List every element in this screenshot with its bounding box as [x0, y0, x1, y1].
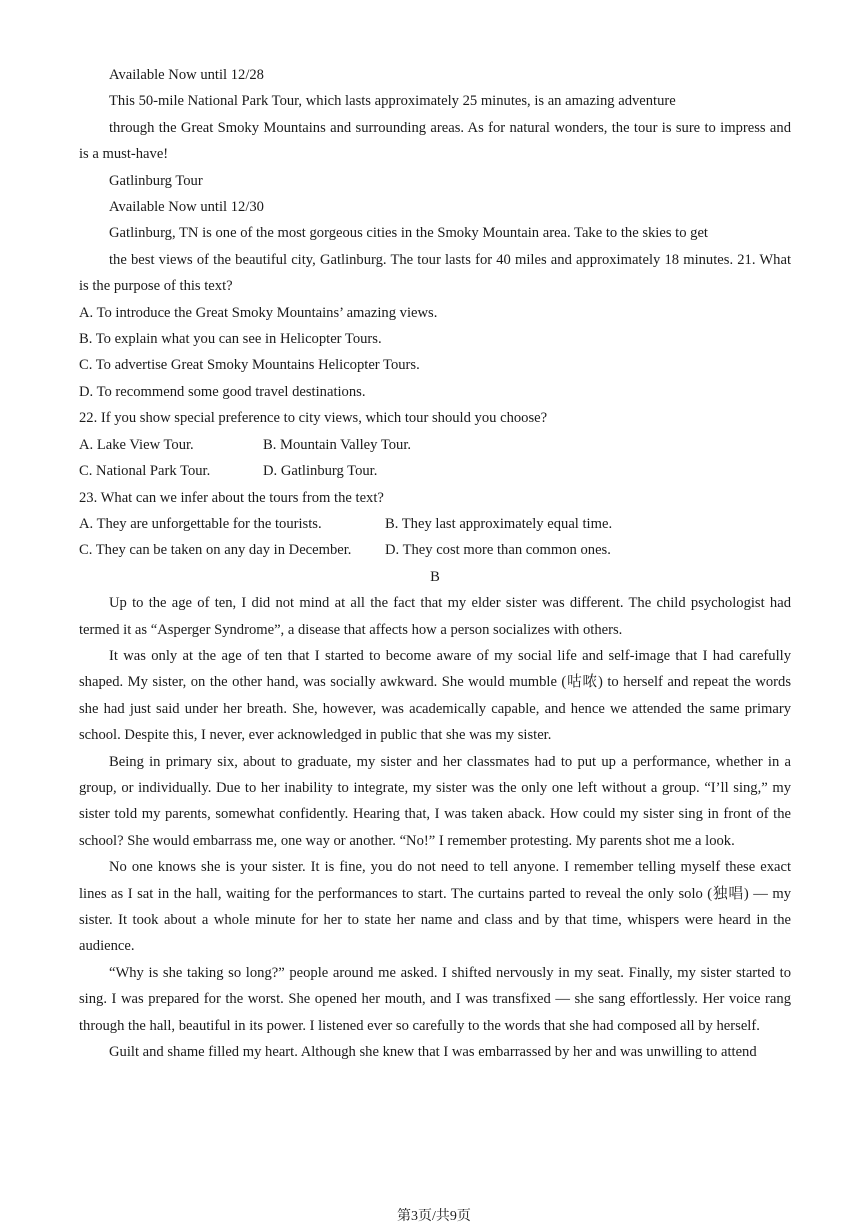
- passage-paragraph: No one knows she is your sister. It is fine, you do not need to tell anyone. I remember telling myself these exact lines as I sat in the hall, waiting for the performances to start. The curtains parted to reveal the only solo (独唱) — my sister. It took about a whole minute for her to state her name and class and by that time, whispers were heard in the audience.: [79, 859, 791, 955]
- q22-options-row: [79, 458, 791, 484]
- q23-options-row: [79, 511, 791, 537]
- q22-option-c: C. National Park Tour.: [79, 463, 211, 480]
- q23-options-row: [79, 537, 791, 563]
- availability-line: Available Now until 12/30: [109, 199, 264, 216]
- q21-option-c: C. To advertise Great Smoky Mountains Helicopter Tours.: [79, 357, 420, 374]
- q23-option-a: A. They are unforgettable for the tourists.: [79, 515, 322, 532]
- availability-line: Available Now until 12/28: [109, 67, 264, 83]
- tour-title: Gatlinburg Tour: [109, 172, 203, 189]
- passage-paragraph: “Why is she taking so long?” people around me asked. I shifted nervously in my seat. Finally, my sister started to sing. I was prepared for the worst. She opened her mouth, and I was transfixed — she sang effortlessly. Her voice rang through the hall, beautiful in its power. I listened ever so carefully to the words that she had composed all by herself.: [79, 964, 791, 1034]
- q23-stem: 23. What can we infer about the tours from the text?: [79, 489, 384, 506]
- q23-option-c: C. They can be taken on any day in December.: [79, 542, 352, 559]
- passage-paragraph: Being in primary six, about to graduate, my sister and her classmates had to put up a performance, whether in a group, or individually. Due to her inability to integrate, my sister was the only one left without a group. “I’ll sing,” my sister told my parents, somewhat confidently. Hearing that, I was taken aback. How could my sister sing in front of the school? She would embarrass me, one way or another. “No!” I remember protesting. My parents shot me a look.: [79, 753, 791, 849]
- tour-description-line: This 50-mile National Park Tour, which lasts approximately 25 minutes, is an amazing adventure: [109, 93, 676, 110]
- passage-heading: B: [430, 568, 440, 585]
- q21-option-d: D. To recommend some good travel destinations.: [79, 383, 366, 400]
- q22-stem: 22. If you show special preference to city views, which tour should you choose?: [79, 410, 548, 427]
- q22-option-b: B. Mountain Valley Tour.: [263, 436, 412, 453]
- passage-paragraph: It was only at the age of ten that I started to become aware of my social life and self-image that I had carefully shaped. My sister, on the other hand, was socially awkward. She would mumble (咕哝) to herself and repeat the words she had just said under her breath. She, however, was academically capable, and hence we attended the same primary school. Despite this, I never, ever acknowledged in public that she was my sister.: [79, 647, 791, 744]
- q22-options-row: [79, 432, 791, 458]
- passage-paragraph: Up to the age of ten, I did not mind at all the fact that my elder sister was different. The child psychologist had termed it as “Asperger Syndrome”, a disease that affects how a person socializes with others.: [79, 595, 791, 638]
- tour-description-line: through the Great Smoky Mountains and surrounding areas. As for natural wonders, the tour is sure to impress and is a must-have!: [79, 119, 791, 163]
- q23-option-d: D. They cost more than common ones.: [385, 542, 611, 559]
- page-number: 第3页/共9页: [397, 1209, 471, 1224]
- passage-paragraph: Guilt and shame filled my heart. Although she knew that I was embarrassed by her and was unwilling to attend: [109, 1044, 757, 1061]
- tour-description-line: Gatlinburg, TN is one of the most gorgeous cities in the Smoky Mountain area. Take to the skies to get: [109, 225, 708, 242]
- q23-option-b: B. They last approximately equal time.: [385, 515, 613, 532]
- q22-option-a: A. Lake View Tour.: [79, 436, 194, 453]
- q21-option-b: B. To explain what you can see in Helicopter Tours.: [79, 331, 382, 348]
- q22-option-d: D. Gatlinburg Tour.: [263, 463, 378, 480]
- tour-description-line: the best views of the beautiful city, Gatlinburg. The tour lasts for 40 miles and approximately 18 minutes. 21. What is the purpose of this text?: [79, 251, 791, 295]
- q21-option-a: A. To introduce the Great Smoky Mountains’ amazing views.: [79, 304, 438, 321]
- page-content: [79, 62, 791, 1065]
